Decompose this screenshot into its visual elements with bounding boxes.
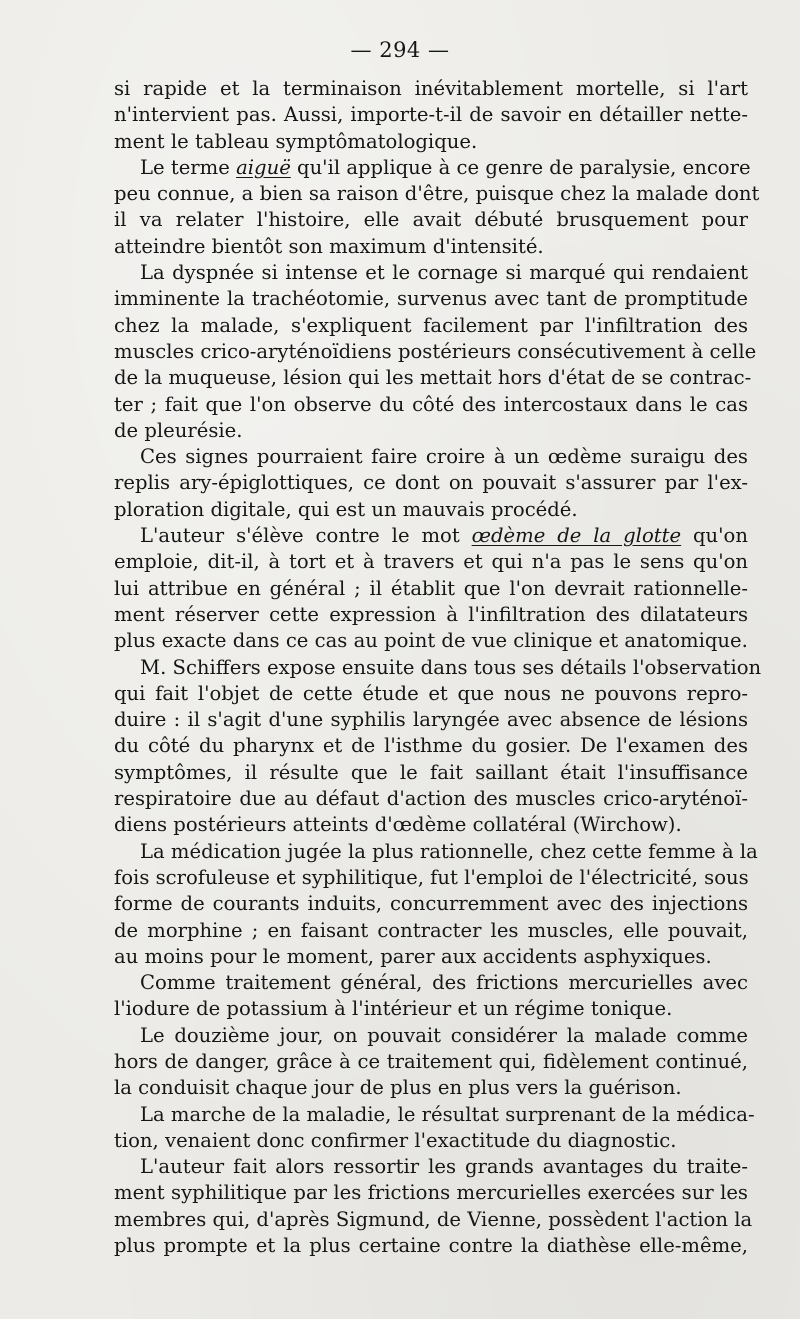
text-line: respiratoire due au défaut d'action des muscles crico-aryténoï- xyxy=(114,787,748,811)
text-line: symptômes, il résulte que le fait saillant était l'insuffisance xyxy=(114,760,748,784)
text-line: de la muqueuse, lésion qui les mettait hors d'état de se contrac- xyxy=(114,366,752,390)
body-text xyxy=(114,76,762,1259)
text-line: fois scrofuleuse et syphilitique, fut l'emploi de l'électricité, sous xyxy=(114,865,749,889)
text-line: ploration digitale, qui est un mauvais procédé. xyxy=(114,497,578,521)
text-line: Le douzième jour, on pouvait considérer la malade comme xyxy=(140,1023,748,1047)
text-line: l'iodure de potassium à l'intérieur et un régime tonique. xyxy=(114,997,673,1021)
text-line xyxy=(114,523,748,549)
text-line: du côté du pharynx et de l'isthme du gosier. De l'examen des xyxy=(114,734,748,758)
text-line: tion, venaient donc confirmer l'exactitude du diagnostic. xyxy=(114,1128,677,1152)
text-segment: L'auteur s'élève contre le mot xyxy=(140,524,472,548)
text-line: lui attribue en général ; il établit que l'on devrait rationnelle- xyxy=(114,576,748,600)
text-line: il va relater l'histoire, elle avait débuté brusquement pour xyxy=(114,208,748,232)
text-line: forme de courants induits, concurremment avec des injections xyxy=(114,892,748,916)
paragraph xyxy=(114,260,757,444)
text-line: imminente la trachéotomie, survenus avec tant de promptitude xyxy=(114,287,748,311)
text-line: de morphine ; en faisant contracter les muscles, elle pouvait, xyxy=(114,918,748,942)
text-line: La marche de la maladie, le résultat surprenant de la médica- xyxy=(140,1102,755,1126)
text-line: Ces signes pourraient faire croire à un œdème suraigu des xyxy=(140,445,748,469)
text-segment: qu'on xyxy=(681,524,748,548)
text-line: duire : il s'agit d'une syphilis laryngée avec absence de lésions xyxy=(114,708,748,732)
text-line: la conduisit chaque jour de plus en plus vers la guérison. xyxy=(114,1076,682,1100)
text-line: de pleurésie. xyxy=(114,418,243,442)
emphasized-term: aiguë xyxy=(236,155,291,179)
text-line: chez la malade, s'expliquent facilement par l'infiltration des xyxy=(114,313,748,337)
text-line: L'auteur fait alors ressortir les grands avantages du traite- xyxy=(140,1155,748,1179)
paragraph xyxy=(114,839,758,970)
text-line: La dyspnée si intense et le cornage si marqué qui rendaient xyxy=(140,261,748,285)
paragraph xyxy=(114,523,748,654)
text-line: ment réserver cette expression à l'infiltration des dilatateurs xyxy=(114,602,748,626)
text-line: ment syphilitique par les frictions mercurielles exercées sur les xyxy=(114,1181,748,1205)
text-line: n'intervient pas. Aussi, importe-t-il de savoir en détailler nette- xyxy=(114,103,748,127)
text-line: diens postérieurs atteints d'œdème collatéral (Wirchow). xyxy=(114,813,682,837)
text-line: muscles crico-aryténoïdiens postérieurs consécutivement à celle xyxy=(114,339,757,363)
paragraph xyxy=(114,1102,755,1155)
paragraph xyxy=(114,1154,753,1259)
text-line: peu connue, a bien sa raison d'être, puisque chez la malade dont xyxy=(114,182,760,206)
text-line: hors de danger, grâce à ce traitement qui, fidèlement continué, xyxy=(114,1049,748,1073)
text-line: ter ; fait que l'on observe du côté des intercostaux dans le cas xyxy=(114,392,748,416)
paragraph xyxy=(114,970,748,1023)
text-segment: qu'il applique à ce genre de paralysie, encore xyxy=(290,155,751,179)
text-line: si rapide et la terminaison inévitablement mortelle, si l'art xyxy=(114,77,748,100)
paragraph xyxy=(114,444,748,523)
paragraph xyxy=(114,655,762,839)
text-line: M. Schiffers expose ensuite dans tous ses détails l'observation xyxy=(140,655,762,679)
text-line: atteindre bientôt son maximum d'intensité. xyxy=(114,234,544,258)
text-segment: Le terme xyxy=(140,155,237,179)
page-number: — 294 — xyxy=(350,38,450,62)
text-line: La médication jugée la plus rationnelle, chez cette femme à la xyxy=(140,839,758,863)
text-line: ment le tableau symptômatologique. xyxy=(114,129,478,153)
emphasized-term: œdème de la glotte xyxy=(471,524,682,548)
text-line xyxy=(114,155,751,181)
paragraph xyxy=(114,76,748,155)
text-line: au moins pour le moment, parer aux accidents asphyxiques. xyxy=(114,944,712,968)
text-line: replis ary-épiglottiques, ce dont on pouvait s'assurer par l'ex- xyxy=(114,471,748,495)
text-line: emploie, dit-il, à tort et à travers et qui n'a pas le sens qu'on xyxy=(114,550,748,574)
text-line: qui fait l'objet de cette étude et que nous ne pouvons repro- xyxy=(114,681,748,705)
paragraph xyxy=(114,155,760,260)
paragraph xyxy=(114,1023,748,1102)
text-line: Comme traitement général, des frictions mercurielles avec xyxy=(140,971,748,995)
text-line: plus prompte et la plus certaine contre la diathèse elle-même, xyxy=(114,1234,748,1258)
text-line: membres qui, d'après Sigmund, de Vienne, possèdent l'action la xyxy=(114,1207,753,1231)
text-line: plus exacte dans ce cas au point de vue clinique et anatomique. xyxy=(114,629,748,653)
